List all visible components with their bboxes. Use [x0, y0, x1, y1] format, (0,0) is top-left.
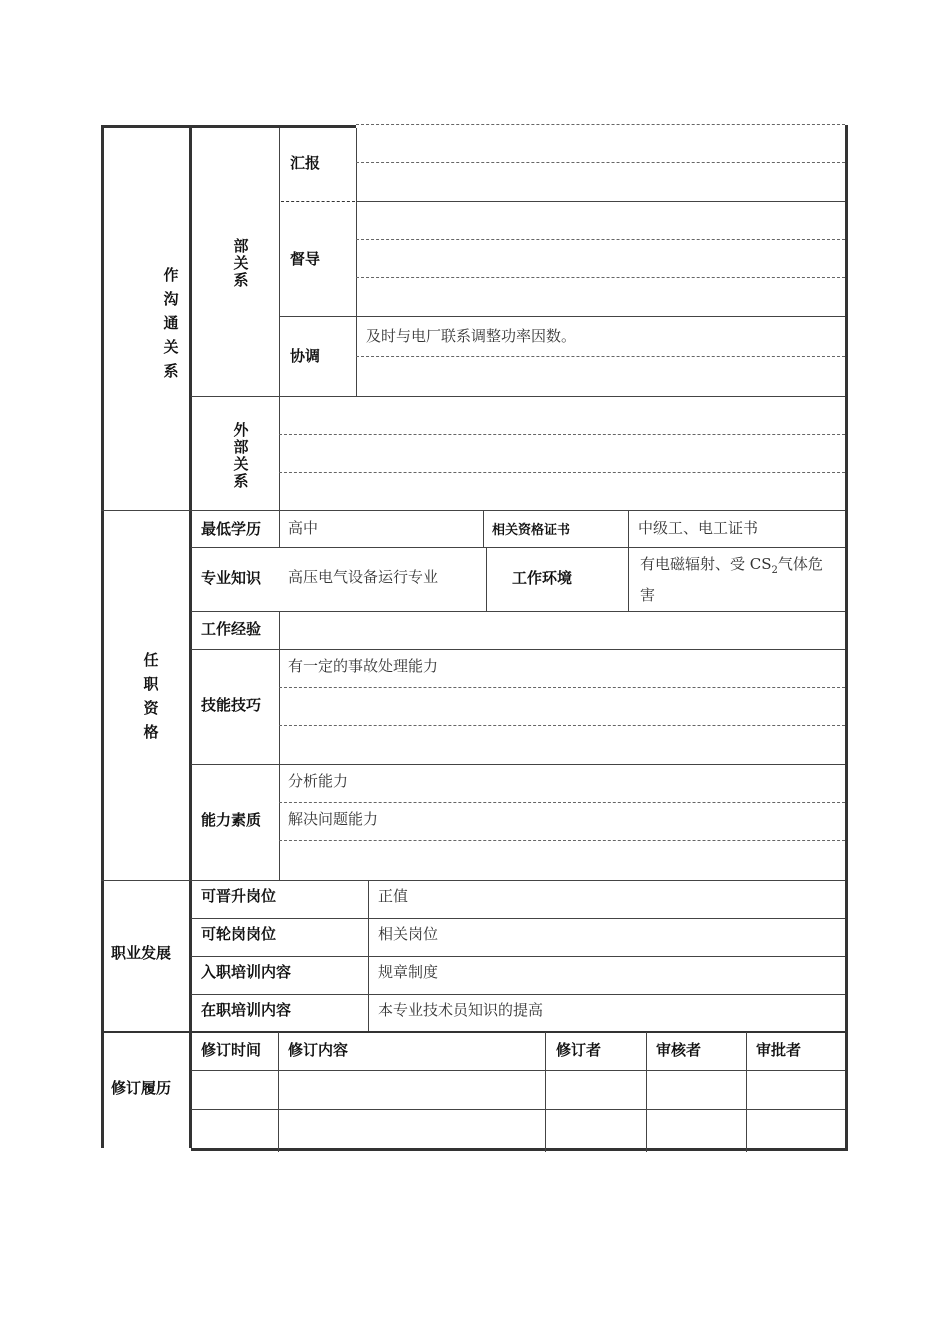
internal-relations-label: 部 关 系 — [233, 237, 249, 289]
q-col-divider-4 — [486, 547, 487, 611]
rev-col-divider-1 — [278, 1032, 279, 1152]
rev-col-divider-3 — [646, 1032, 647, 1152]
skills-label: 技能技巧 — [201, 696, 262, 714]
ability-dashline-1 — [279, 802, 845, 803]
skills-value-1: 有一定的事故处理能力 — [288, 657, 439, 675]
rev-header-bottom — [191, 1070, 845, 1071]
env-value-line2: 害 — [640, 586, 656, 604]
env-label: 工作环境 — [512, 569, 573, 587]
q-col-divider-2 — [483, 510, 484, 547]
report-bottom-right — [356, 201, 845, 202]
section2-bottom — [101, 880, 845, 881]
career-label: 职业发展 — [111, 944, 172, 962]
section3-bottom — [101, 1031, 845, 1033]
career-row-3-value: 规章制度 — [378, 963, 439, 981]
qualifications-label: 任 职 资 格 — [143, 651, 159, 741]
career-row2-bottom — [191, 956, 845, 957]
revision-label: 修订履历 — [111, 1079, 172, 1097]
report-dashline-2 — [356, 162, 845, 163]
external-dashline-1 — [279, 434, 845, 435]
min-education-label: 最低学历 — [201, 520, 262, 538]
work-relations-label: 作 沟 通 关 系 — [163, 266, 179, 380]
ability-dashline-2 — [279, 840, 845, 841]
q-row4-bottom — [191, 764, 845, 765]
cert-label: 相关资格证书 — [492, 523, 571, 538]
career-row-2-label: 可轮岗岗位 — [201, 925, 277, 943]
rev-header-reviser: 修订者 — [556, 1041, 602, 1059]
coordinate-dashline — [356, 356, 845, 357]
career-row-3-label: 入职培训内容 — [201, 963, 292, 981]
career-row3-bottom — [191, 994, 845, 995]
skills-dashline-2 — [279, 725, 845, 726]
env-value-part1: 有电磁辐射、受 CS — [640, 555, 772, 573]
table-left-border — [101, 125, 104, 1148]
table-bottom-border — [191, 1148, 848, 1151]
coordinate-value: 及时与电厂联系调整功率因数。 — [366, 327, 577, 345]
table-right-border — [845, 125, 848, 1151]
q-row2-bottom — [191, 611, 845, 612]
cert-value: 中级工、电工证书 — [638, 519, 759, 537]
supervise-dashline-2 — [356, 277, 845, 278]
section1-bottom — [101, 510, 845, 511]
supervise-bottom — [279, 316, 845, 317]
internal-col-right — [279, 128, 280, 396]
env-value-part2: 气体危 — [777, 555, 823, 573]
ability-label: 能力素质 — [201, 811, 262, 829]
external-col-right — [279, 396, 280, 511]
table-top-border — [101, 125, 191, 128]
skills-dashline-1 — [279, 687, 845, 688]
report-label: 汇报 — [290, 154, 321, 172]
table-top-border-mid — [191, 125, 356, 128]
supervise-label: 督导 — [290, 250, 321, 268]
q-row1-bottom — [191, 547, 845, 548]
career-row-2-value: 相关岗位 — [378, 925, 439, 943]
supervise-dashline-1 — [356, 239, 845, 240]
external-relations-label: 外 部 关 系 — [233, 421, 249, 490]
knowledge-label: 专业知识 — [201, 569, 262, 587]
career-row-4-value: 本专业技术员知识的提高 — [378, 1001, 544, 1019]
career-row-1-value: 正值 — [378, 887, 409, 905]
env-value — [640, 552, 845, 607]
rev-header-content: 修订内容 — [288, 1041, 349, 1059]
career-row-4-label: 在职培训内容 — [201, 1001, 292, 1019]
q-col-divider-1 — [279, 510, 280, 547]
rev-col-divider-4 — [746, 1032, 747, 1152]
q-col-divider-5 — [628, 547, 629, 611]
ability-value-2: 解决问题能力 — [288, 810, 379, 828]
career-row-1-label: 可晋升岗位 — [201, 887, 277, 905]
internal-bottom — [191, 396, 845, 397]
experience-label: 工作经验 — [201, 620, 262, 638]
rev-header-approver: 审批者 — [756, 1041, 802, 1059]
report-bottom — [281, 201, 355, 202]
min-education-value: 高中 — [288, 519, 319, 537]
q-col-divider-3 — [628, 510, 629, 547]
career-row1-bottom — [191, 918, 845, 919]
rev-header-reviewer: 审核者 — [656, 1041, 702, 1059]
report-dashline-1 — [356, 124, 845, 125]
rev-col-divider-2 — [545, 1032, 546, 1152]
ability-value-1: 分析能力 — [288, 772, 349, 790]
knowledge-value: 高压电气设备运行专业 — [288, 568, 439, 586]
external-dashline-2 — [279, 472, 845, 473]
coordinate-label: 协调 — [290, 347, 321, 365]
env-value-sub: 2 — [771, 565, 778, 576]
rev-row1-bottom — [191, 1109, 845, 1110]
rev-header-time: 修订时间 — [201, 1041, 262, 1059]
col1-right-border — [189, 128, 192, 1148]
q-row3-bottom — [191, 649, 845, 650]
